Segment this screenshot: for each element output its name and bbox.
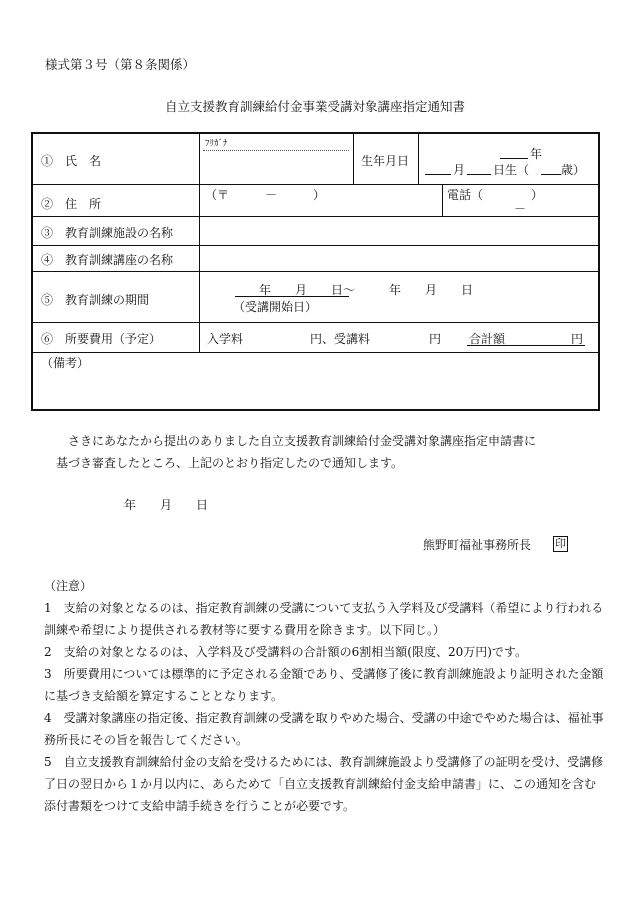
form-number: 様式第３号（第８条関係） xyxy=(45,57,196,72)
remarks-label: （備考） xyxy=(41,356,90,370)
period-end: 年 月 日 xyxy=(389,283,474,297)
issue-date: 年 月 日 xyxy=(124,498,209,512)
day-underline xyxy=(467,174,491,175)
document-title: 自立支援教育訓練給付金事業受講対象講座指定通知書 xyxy=(164,99,465,114)
column-divider xyxy=(418,134,419,184)
phone-label: 電話（ ） xyxy=(447,188,544,202)
column-divider xyxy=(353,134,354,184)
postal-code: （〒 － ） xyxy=(205,188,326,202)
period-start-underline xyxy=(235,296,349,297)
address-label: ② 住 所 xyxy=(41,197,102,211)
total-underline xyxy=(467,345,585,346)
total-yen: 円 xyxy=(571,332,584,346)
seal-mark: 印 xyxy=(555,537,566,550)
training-period-label: ⑤ 教育訓練の期間 xyxy=(41,293,150,307)
notice-line-1: さきにあなたから提出のありました自立支援教育訓練給付金受講対象講座指定申請書に xyxy=(68,434,537,448)
label-column-divider xyxy=(199,134,200,352)
note-item-2: 2 支給の対象となるのは、入学料及び受講料の合計額の6割相当額(限度、20万円)です。 xyxy=(44,645,527,659)
day-unit: 日生（ xyxy=(493,163,530,177)
period-start: 年 月 日～ xyxy=(259,283,356,297)
row-divider xyxy=(33,245,598,246)
year-underline xyxy=(500,158,528,159)
row-divider xyxy=(33,352,598,353)
facility-name-label: ③ 教育訓練施設の名称 xyxy=(41,226,174,240)
total-label: 合計額 xyxy=(469,332,506,346)
age-unit: 歳） xyxy=(561,163,586,177)
cost-label: ⑥ 所要費用（予定） xyxy=(41,332,162,346)
month-unit: 月 xyxy=(453,163,466,177)
admission-fee-yen: 円、受講料 xyxy=(310,332,371,346)
issuer-name: 熊野町福祉事務所長 xyxy=(423,538,532,552)
notes-heading: （注意） xyxy=(44,579,93,593)
course-name-label: ④ 教育訓練講座の名称 xyxy=(41,253,174,267)
note-item-3: 3 所要費用については標準的に予定される金額であり、受講修了後に教育訓練施設より証明された金額に基づき支給額を算定することとなります。 xyxy=(44,667,604,703)
year-unit: 年 xyxy=(530,147,543,161)
admission-fee-label: 入学料 xyxy=(207,332,244,346)
row-divider xyxy=(33,271,598,272)
notice-line-2: 基づき審査したところ、上記のとおり指定したので通知します。 xyxy=(56,456,404,470)
column-divider xyxy=(442,184,443,216)
birthdate-label: 生年月日 xyxy=(361,154,410,168)
application-table xyxy=(31,132,600,411)
row-divider xyxy=(33,322,598,323)
name-label: ① 氏 名 xyxy=(41,154,102,168)
furigana-line xyxy=(203,150,349,151)
phone-dash: － xyxy=(514,202,527,216)
furigana-label: ﾌﾘｶﾞﾅ xyxy=(205,139,228,149)
note-item-5: 5 自立支援教育訓練給付金の支給を受けるためには、教育訓練施設より受講修了の証明を受け、受講修了日の翌日から１か月以内に、あらためて「自立支援教育訓練給付金支給申請書」に、この通知を含む添付書類をつけて支給申請手続きを行うことが必要です。 xyxy=(44,755,604,813)
month-underline xyxy=(425,174,451,175)
row-divider xyxy=(33,184,598,185)
age-underline xyxy=(541,174,561,175)
tuition-yen: 円 xyxy=(429,332,442,346)
note-item-4: 4 受講対象講座の指定後、指定教育訓練の受講を取りやめた場合、受講の中途でやめた場合は、福祉事務所長にその旨を報告してください。 xyxy=(44,711,604,747)
note-item-1: 1 支給の対象となるのは、指定教育訓練の受講について支払う入学料及び受講料（希望により行われる訓練や希望により提供される教材等に要する費用を除きます。以下同じ。） xyxy=(44,601,604,637)
period-start-note: （受講開始日） xyxy=(233,300,318,314)
